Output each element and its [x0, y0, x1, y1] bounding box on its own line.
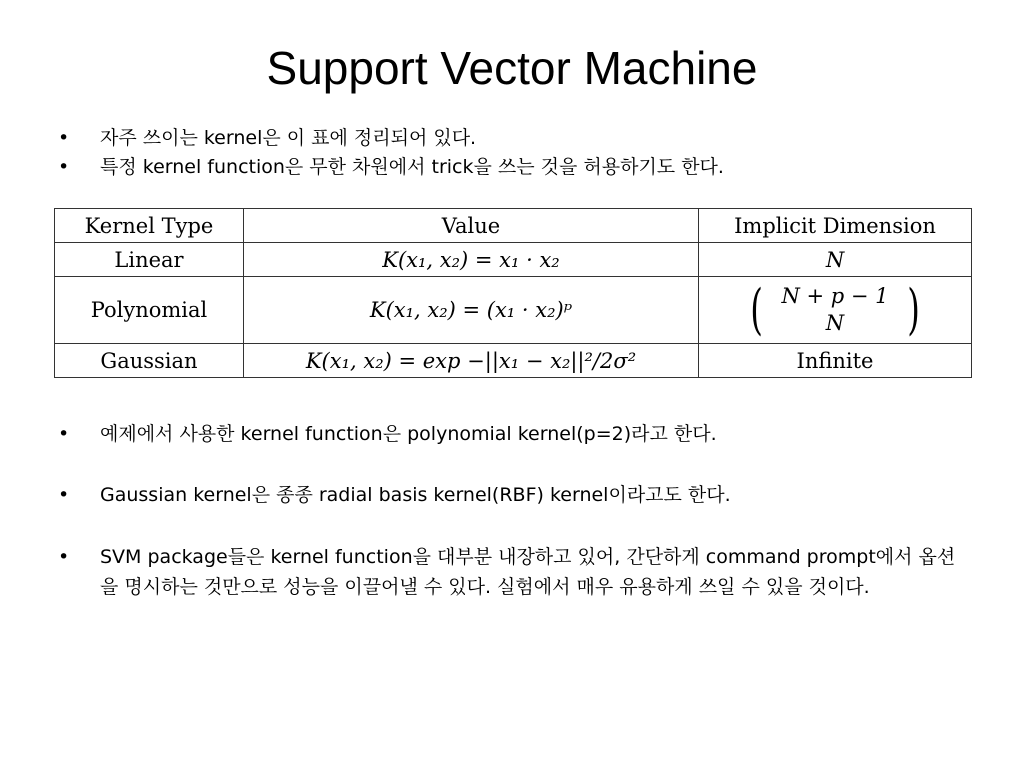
kernel-type-cell: Gaussian: [55, 344, 244, 378]
slide-title: Support Vector Machine: [266, 42, 758, 94]
bullet-item: [58, 481, 958, 510]
table-row: [55, 344, 972, 378]
bullet-dot-icon: •: [58, 546, 70, 568]
bullet-text: Gaussian kernel은 종종 radial basis kernel(RBF) kernel이라고도 한다.: [100, 484, 731, 506]
bullet-dot-icon: •: [58, 127, 70, 149]
bullet-text: 특정 kernel function은 무한 차원에서 trick을 쓰는 것을 허용하기도 한다.: [100, 156, 724, 178]
binomial-coefficient: [746, 278, 923, 341]
header-implicit-dimension: Implicit Dimension: [699, 209, 972, 243]
table-row: [55, 277, 972, 344]
bullet-item: [58, 542, 960, 602]
dimension-cell: Infinite: [699, 344, 972, 378]
dimension-cell: [699, 277, 972, 344]
value-cell: K(x₁, x₂) = (x₁ · x₂)ᵖ: [244, 277, 699, 344]
header-value: Value: [244, 209, 699, 243]
left-paren-icon: (: [750, 278, 764, 341]
bullet-dot-icon: •: [58, 484, 70, 506]
kernel-table: [54, 208, 972, 378]
bullet-text: SVM package들은 kernel function을 대부분 내장하고 있어, 간단하게 command prompt에서 옵션을 명시하는 것만으로 성능을 이끌어낼 수 있다. 실험에서 매우 유용하게 쓰일 수 있을 것이다.: [100, 546, 956, 598]
table-header-row: [55, 209, 972, 243]
kernel-type-cell: Polynomial: [55, 277, 244, 344]
bullet-text: 자주 쓰이는 kernel은 이 표에 정리되어 있다.: [100, 127, 477, 149]
bullet-item: [58, 124, 958, 153]
binomial-bottom: N: [825, 311, 845, 335]
bullet-dot-icon: •: [58, 423, 70, 445]
right-paren-icon: ): [906, 278, 920, 341]
bullet-item: [58, 420, 958, 449]
bottom-bullet-list: [58, 420, 958, 634]
top-bullet-list: [58, 124, 958, 182]
bullet-dot-icon: •: [58, 156, 70, 178]
value-cell: K(x₁, x₂) = exp −||x₁ − x₂||²/2σ²: [244, 344, 699, 378]
value-cell: K(x₁, x₂) = x₁ · x₂: [244, 243, 699, 277]
kernel-type-cell: Linear: [55, 243, 244, 277]
bullet-text: 예제에서 사용한 kernel function은 polynomial kernel(p=2)라고 한다.: [100, 423, 717, 445]
table-row: [55, 243, 972, 277]
bullet-item: [58, 153, 958, 182]
binomial-top: N + p − 1: [781, 284, 889, 308]
dimension-cell: N: [699, 243, 972, 277]
header-kernel-type: Kernel Type: [55, 209, 244, 243]
